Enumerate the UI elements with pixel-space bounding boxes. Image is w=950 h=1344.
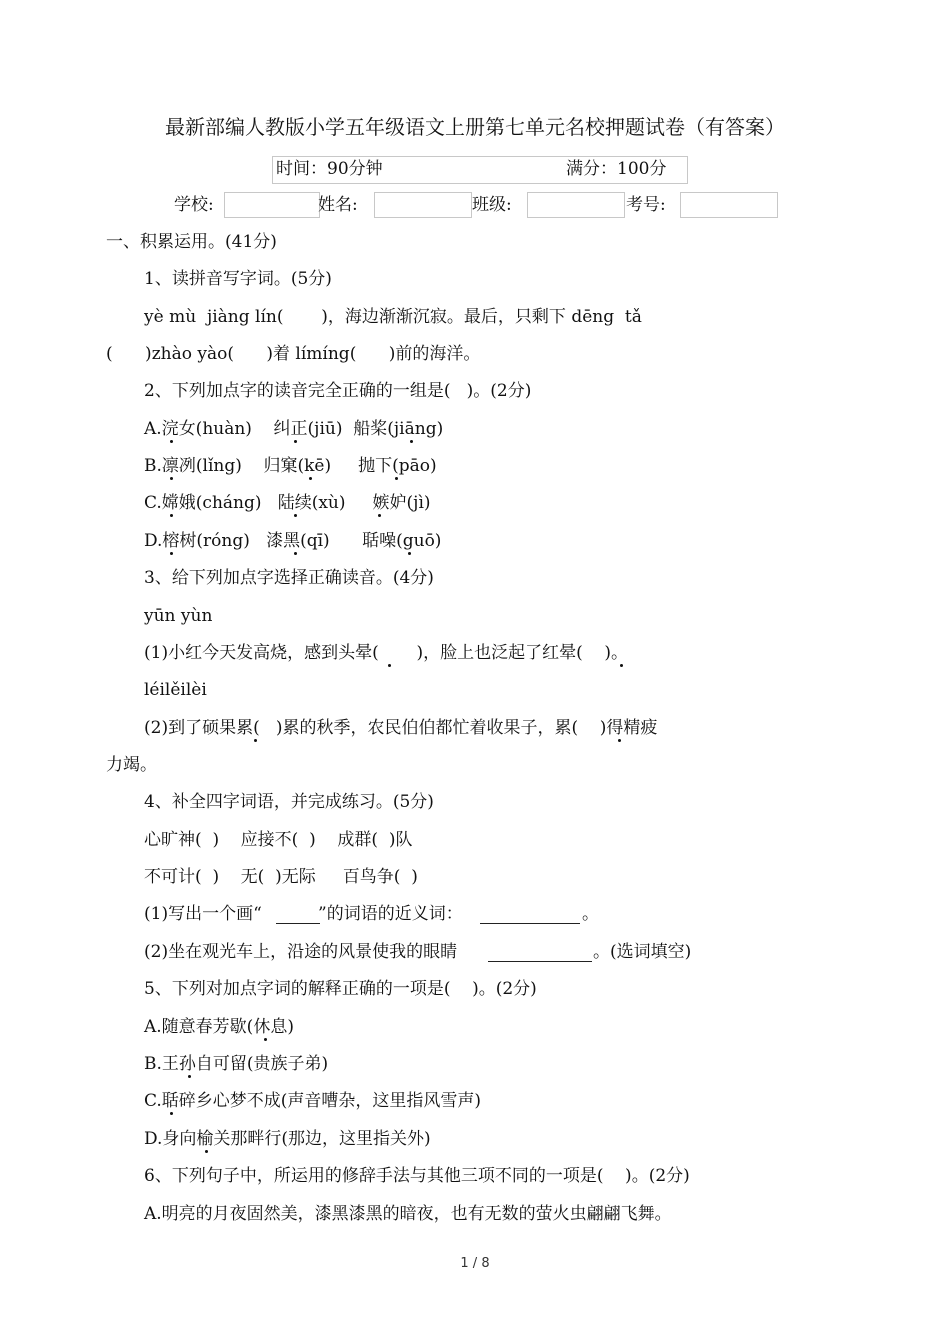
class-field[interactable] — [527, 192, 625, 218]
question-6-option-a: A.明亮的月夜固然美，漆黑漆黑的暗夜，也有无数的萤火虫翩翩飞舞。 — [144, 1204, 672, 1224]
question-1-line-2: ( )zhào yào( )着 límíng( )前的海洋。 — [106, 344, 481, 364]
school-label: 学校: — [174, 195, 214, 215]
emphasis-dot — [378, 514, 381, 517]
emphasis-dot — [170, 440, 173, 443]
question-3-sentence-2-end: 力竭。 — [106, 755, 157, 775]
document-title: 最新部编人教版小学五年级语文上册第七单元名校押题试卷（有答案） — [165, 115, 785, 139]
question-5-option-b: B.王孙自可留(贵族子弟) — [144, 1054, 329, 1074]
emphasis-dot — [170, 552, 173, 555]
question-4-synonym-blank[interactable] — [480, 923, 580, 924]
class-label: 班级: — [472, 195, 512, 215]
emphasis-dot — [170, 1112, 173, 1115]
emphasis-dot — [294, 440, 297, 443]
name-field[interactable] — [374, 192, 472, 218]
question-3-sentence-2: (2)到了硕果累( )累的秋季，农民伯伯都忙着收果子，累( )得精疲 — [144, 718, 658, 738]
question-4-part-2-start: (2)坐在观光车上，沿途的风景使我的眼睛 — [144, 942, 458, 962]
emphasis-dot — [254, 739, 257, 742]
question-4-part-1-end: 。 — [582, 904, 599, 924]
school-field[interactable] — [224, 192, 320, 218]
question-3-title: 3、给下列加点字选择正确读音。(4分) — [144, 568, 434, 588]
emphasis-dot — [294, 514, 297, 517]
emphasis-dot — [395, 477, 398, 480]
number-field[interactable] — [680, 192, 778, 218]
name-label: 姓名: — [318, 195, 358, 215]
emphasis-dot — [188, 1075, 191, 1078]
emphasis-dot — [620, 664, 623, 667]
emphasis-dot — [410, 440, 413, 443]
question-2-option-c: C.嫦娥(cháng) 陆续(xù) 嫉妒(jì) — [144, 493, 431, 513]
full-score: 满分：100分 — [566, 159, 667, 179]
question-1-title: 1、读拼音写字词。(5分) — [144, 269, 332, 289]
emphasis-dot — [294, 552, 297, 555]
emphasis-dot — [618, 739, 621, 742]
question-4-title: 4、补全四字词语，并完成练习。(5分) — [144, 792, 434, 812]
section-heading: 一、积累运用。(41分) — [106, 232, 277, 252]
question-2-option-b: B.凛冽(lǐng) 归窠(kē) 抛下(pāo) — [144, 456, 437, 476]
emphasis-dot — [408, 552, 411, 555]
exam-time: 时间：90分钟 — [276, 159, 383, 179]
question-4-idioms-row-1: 心旷神( ) 应接不( ) 成群( )队 — [144, 830, 413, 850]
emphasis-dot — [170, 514, 173, 517]
question-3-pinyin-2: léilěilèi — [144, 680, 207, 700]
question-3-pinyin-1: yūn yùn — [144, 606, 213, 626]
question-5-title: 5、下列对加点字词的解释正确的一项是( )。(2分) — [144, 979, 537, 999]
question-4-part-2-end: 。(选词填空) — [593, 942, 692, 962]
emphasis-dot — [264, 1038, 267, 1041]
emphasis-dot — [170, 477, 173, 480]
question-6-title: 6、下列句子中，所运用的修辞手法与其他三项不同的一项是( )。(2分) — [144, 1166, 690, 1186]
question-4-part-1-mid: ”的词语的近义词： — [318, 904, 463, 924]
question-4-part-1-start: (1)写出一个画“ — [144, 904, 262, 924]
question-2-option-d: D.榕树(róng) 漆黑(qī) 聒噪(guō) — [144, 531, 442, 551]
question-5-option-d: D.身向榆关那畔行(那边，这里指关外) — [144, 1129, 431, 1149]
number-label: 考号: — [626, 195, 666, 215]
emphasis-dot — [309, 477, 312, 480]
emphasis-dot — [205, 1150, 208, 1153]
question-4-idioms-row-2: 不可计( ) 无( )无际 百鸟争( ) — [144, 867, 418, 887]
question-5-option-a: A.随意春芳歇(休息) — [144, 1017, 294, 1037]
question-3-sentence-1: (1)小红今天发高烧，感到头晕( )，脸上也泛起了红晕( )。 — [144, 643, 629, 663]
question-2-option-a: A.浣女(huàn) 纠正(jiū) 船桨(jiāng) — [144, 419, 444, 439]
page-number: 1 / 8 — [460, 1256, 490, 1271]
question-4-mark-blank[interactable] — [276, 923, 320, 924]
emphasis-dot — [388, 664, 391, 667]
question-2-title: 2、下列加点字的读音完全正确的一组是( )。(2分) — [144, 381, 532, 401]
question-1-line-1: yè mù jiàng lín( )，海边渐渐沉寂。最后，只剩下 dēng tǎ — [144, 307, 642, 327]
question-5-option-c: C.聒碎乡心梦不成(声音嘈杂，这里指风雪声) — [144, 1091, 482, 1111]
question-4-fill-blank[interactable] — [488, 961, 592, 962]
